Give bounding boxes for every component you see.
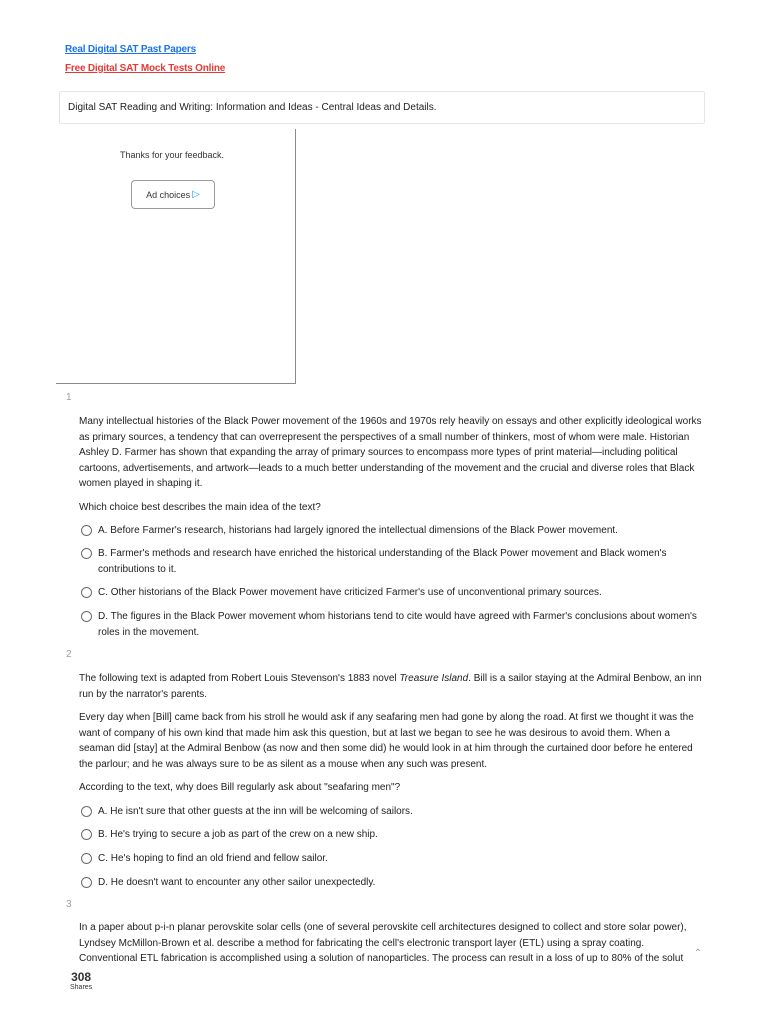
answer-option-label: A. He isn't sure that other guests at the inn will be welcoming of sailors. — [98, 806, 413, 817]
chevron-up-icon[interactable]: ⌃ — [693, 948, 703, 959]
past-papers-link[interactable]: Real Digital SAT Past Papers — [65, 44, 196, 55]
radio-button[interactable] — [81, 806, 92, 817]
answer-option[interactable] — [81, 827, 705, 843]
answer-option-label: C. Other historians of the Black Power movement have criticized Farmer's use of unconventional primary sources. — [98, 587, 602, 598]
question-number: 3 — [66, 899, 72, 910]
answer-option[interactable] — [81, 585, 705, 601]
question-intro-text: The following text is adapted from Robert Louis Stevenson's 1883 novel — [79, 673, 400, 684]
quiz-title: Digital SAT Reading and Writing: Information and Ideas - Central Ideas and Details. — [59, 91, 705, 124]
answer-option[interactable] — [81, 609, 705, 640]
question-prompt: According to the text, why does Bill regularly ask about "seafaring men"? — [79, 782, 401, 793]
question-passage: Many intellectual histories of the Black Power movement of the 1960s and 1970s rely heavily on essays and other explicitly ideological works as primary sources, a tendency that can overrepresent the perspectives of a small number of thinkers, most of whom were male. Historian Ashley D. Farmer has shown that expanding the array of primary sources to encompass more types of print material—including political cartoons, advertisements, and artwork—leads to a much better understanding of the movement and the crucial and diverse roles that Black women played in shaping it. — [79, 416, 702, 489]
radio-button[interactable] — [81, 877, 92, 888]
radio-button[interactable] — [81, 587, 92, 598]
ad-choices-button[interactable] — [131, 180, 215, 209]
answer-option[interactable] — [81, 875, 705, 891]
adchoices-icon: ▷ — [192, 188, 200, 200]
answer-option[interactable] — [81, 523, 705, 539]
share-counter — [70, 970, 92, 992]
top-links — [65, 40, 225, 78]
question-prompt: Which choice best describes the main idea of the text? — [79, 502, 321, 513]
radio-button[interactable] — [81, 829, 92, 840]
shares-label: Shares — [70, 984, 93, 991]
answer-option-label: A. Before Farmer's research, historians had largely ignored the intellectual dimensions of the Black Power movement. — [98, 525, 618, 536]
ad-container — [56, 129, 296, 384]
novel-title: Treasure Island — [399, 673, 469, 684]
shares-count: 308 — [71, 970, 92, 984]
radio-button[interactable] — [81, 853, 92, 864]
answer-option-label: B. Farmer's methods and research have enriched the historical understanding of the Black Power movement and Black women's contributions to it. — [98, 548, 667, 575]
radio-button[interactable] — [81, 525, 92, 536]
question-intro-text: . Bill is a sailor staying at the Admiral Benbow, an inn run by the narrator's parents. — [79, 673, 702, 700]
answer-option[interactable] — [81, 804, 705, 820]
answer-option-label: D. He doesn't want to encounter any other sailor unexpectedly. — [98, 877, 376, 888]
radio-button[interactable] — [81, 611, 92, 622]
mock-tests-link[interactable]: Free Digital SAT Mock Tests Online — [65, 63, 226, 74]
ad-choices-label: Ad choices — [146, 189, 191, 200]
answer-option-label: B. He's trying to secure a job as part of the crew on a new ship. — [98, 829, 378, 840]
radio-button[interactable] — [81, 548, 92, 559]
question-number: 1 — [66, 392, 72, 403]
answer-option[interactable] — [81, 546, 705, 577]
answer-option[interactable] — [81, 851, 705, 867]
ad-feedback-text: Thanks for your feedback. — [119, 150, 225, 160]
question-intro — [79, 671, 705, 702]
answer-option-label: C. He's hoping to find an old friend and fellow sailor. — [98, 853, 328, 864]
answer-option-label: D. The figures in the Black Power movement whom historians tend to cite would have agreed with Farmer's conclusions about women's roles in the movement. — [98, 611, 697, 638]
question-passage: In a paper about p-i-n planar perovskite solar cells (one of several perovskite cell architectures designed to collect and store solar power), Lyndsey McMillon-Brown et al. describe a method for fabricating the cell's electronic transport layer (ETL) using a spray coating. Conventional ETL fabrication is accomplished using a solution of nanoparticles. The process can result in a loss of up to 80% of the solut — [79, 922, 687, 964]
question-passage: Every day when [Bill] came back from his stroll he would ask if any seafaring men had gone by along the road. At first we thought it was the want of company of his own kind that made him ask this question, but at last we began to see he was desirous to avoid them. When a seaman did [stay] at the Admiral Benbow (as now and then some did) he would look in at him through the curtained door before he entered the parlour; and he was always sure to be as silent as a mouse when any such was present. — [79, 712, 694, 770]
question-number: 2 — [66, 649, 72, 660]
